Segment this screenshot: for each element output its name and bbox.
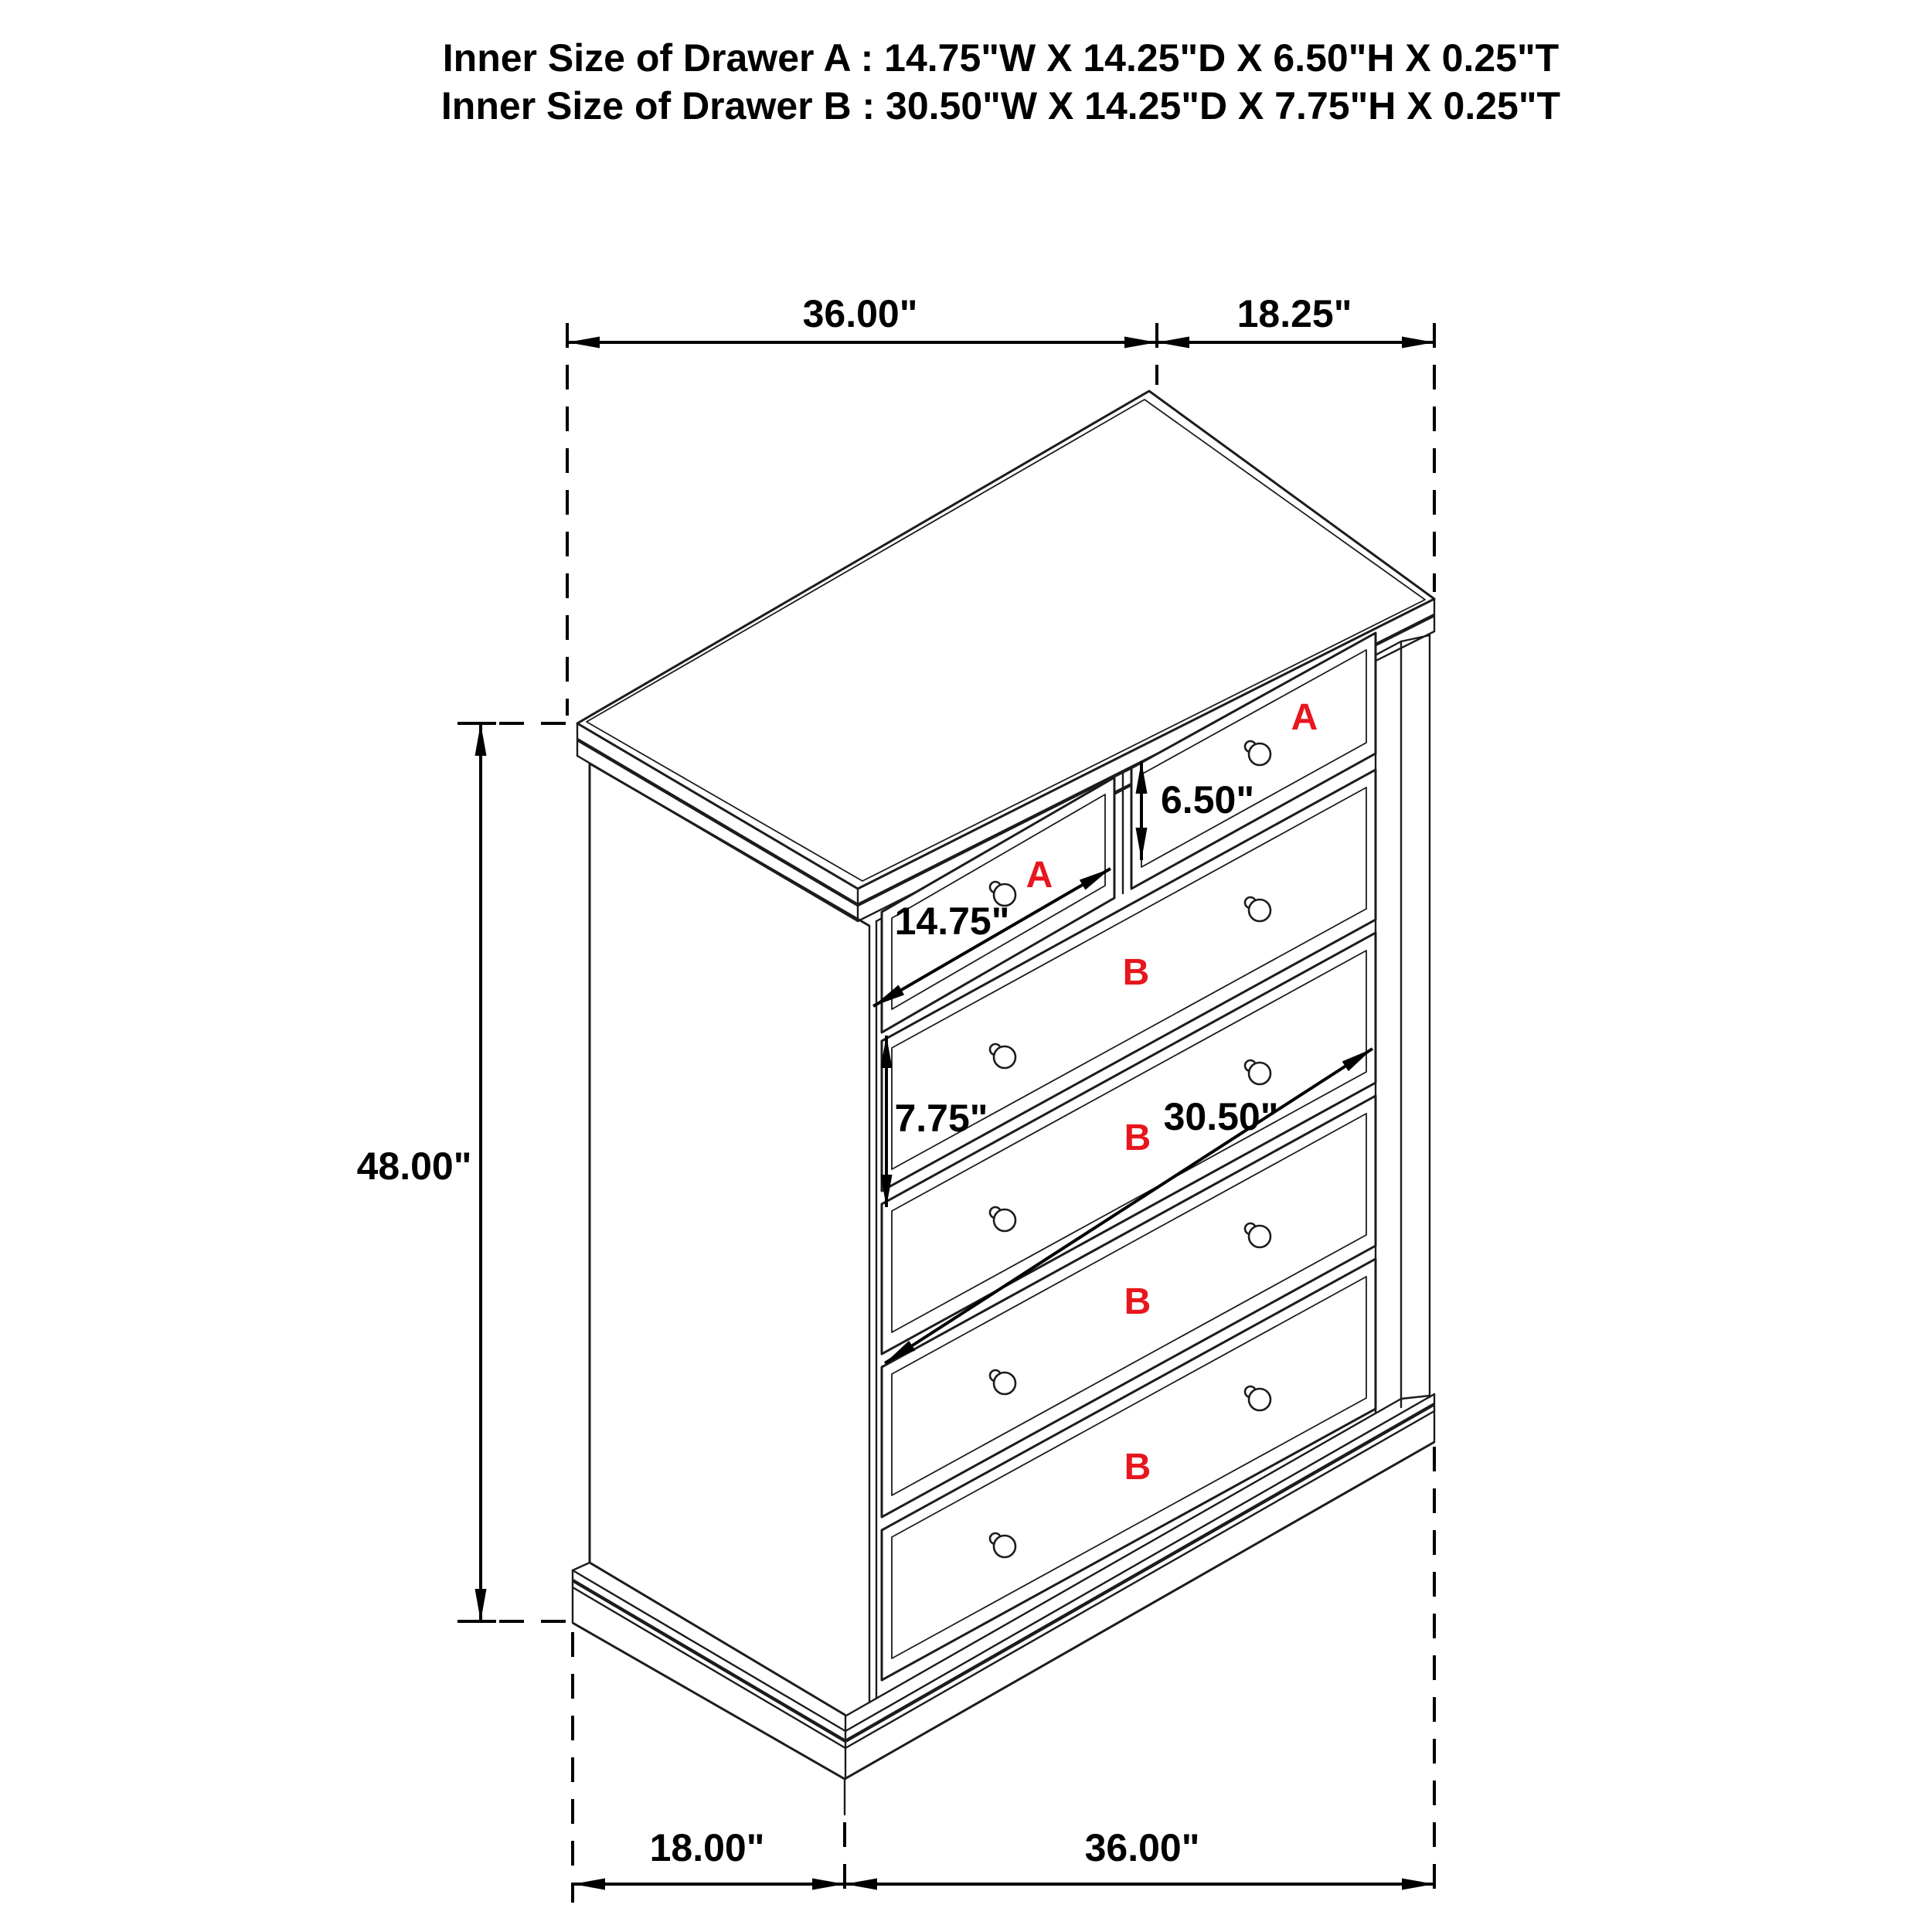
bottom-width-dim-label: 36.00" <box>1084 1826 1200 1869</box>
cabinet-drawing <box>573 391 1434 1779</box>
drawer-a-height-label: 6.50" <box>1161 778 1255 821</box>
drawer-b4-letter: B <box>1124 1447 1151 1488</box>
height-dimension-group <box>357 723 575 1621</box>
drawer-b-height-label: 7.75" <box>894 1097 988 1140</box>
bottom-depth-dim-label: 18.00" <box>649 1826 765 1869</box>
drawer-a-width-label: 14.75" <box>894 900 1010 943</box>
front-left-corner-edges <box>869 921 876 1702</box>
left-panel-outline <box>590 764 869 1716</box>
drawer-b3-letter: B <box>1124 1281 1151 1322</box>
drawer-a-left-letter: A <box>1026 855 1053 896</box>
top-depth-dim-label: 18.25" <box>1236 292 1352 335</box>
height-dim-label: 48.00" <box>356 1145 472 1188</box>
top-width-dim-label: 36.00" <box>802 292 918 335</box>
title-block <box>441 36 1560 128</box>
title-line-2: Inner Size of Drawer B : 30.50"W X 14.25"D X 7.75"H X 0.25"T <box>440 84 1561 128</box>
drawer-b2-letter: B <box>1124 1117 1151 1158</box>
drawer-b-width-label: 30.50" <box>1163 1095 1279 1138</box>
drawer-b1-letter: B <box>1122 952 1150 993</box>
title-line-1: Inner Size of Drawer A : 14.75"W X 14.25"D X 6.50"H X 0.25"T <box>442 36 1560 80</box>
right-side-sliver <box>1401 635 1430 1397</box>
drawer-a-right-letter: A <box>1291 697 1318 738</box>
